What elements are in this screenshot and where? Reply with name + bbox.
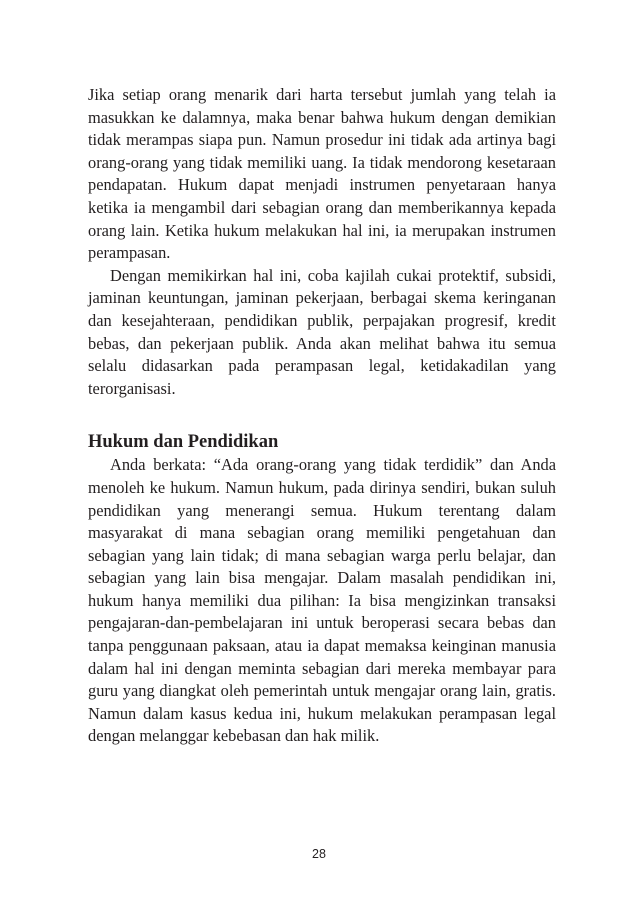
page-body — [88, 84, 556, 748]
paragraph-policies: Dengan memikirkan hal ini, coba kajilah cukai protektif, subsidi, jaminan keuntungan, jaminan pekerjaan, berbagai skema keringanan dan kesejahteraan, pendidikan publik, perpajakan progresif, kredit bebas, dan pekerjaan publik. Anda akan melihat bahwa itu semua selalu didasarkan pada perampasan legal, ketidakadilan yang terorganisasi. — [88, 265, 556, 398]
paragraph-intro: Jika setiap orang menarik dari harta tersebut jumlah yang telah ia masukkan ke dalamnya, maka benar bahwa hukum dengan demikian tidak merampas siapa pun. Namun prosedur ini tidak ada artinya bagi orang-orang yang tidak memiliki uang. Ia tidak mendorong kesetaraan pendapatan. Hukum dapat menjadi instrumen penyetaraan hanya ketika ia mengambil dari sebagian orang dan memberikannya kepada orang lain. Ketika hukum melakukan hal ini, ia merupakan instrumen perampasan. — [88, 85, 556, 263]
section-heading: Hukum dan Pendidikan — [88, 432, 279, 453]
paragraph-education: Anda berkata: “Ada orang-orang yang tidak terdidik” dan Anda menoleh ke hukum. Namun hukum, pada dirinya sendiri, bukan suluh pendidikan yang menerangi semua. Hukum terentang dalam masyarakat di mana sebagian orang memiliki pengetahuan dan sebagian yang lain tidak; di mana sebagian warga perlu belajar, dan sebagian yang lain bisa mengajar. Dalam masalah pendidikan ini, hukum hanya memiliki dua pilihan: Ia bisa mengizinkan transaksi pengajaran-dan-pembelajaran ini untuk beroperasi secara bebas dan tanpa penggunaan paksaan, atau ia dapat memaksa keinginan manusia dalam hal ini dengan meminta sebagian dari mereka membayar para guru yang diangkat oleh pemerintah untuk mengajar orang lain, gratis. Namun dalam kasus kedua ini, hukum melakukan perampasan legal dengan melanggar kebebasan dan hak milik. — [88, 455, 556, 746]
page-number: 28 — [312, 847, 326, 861]
